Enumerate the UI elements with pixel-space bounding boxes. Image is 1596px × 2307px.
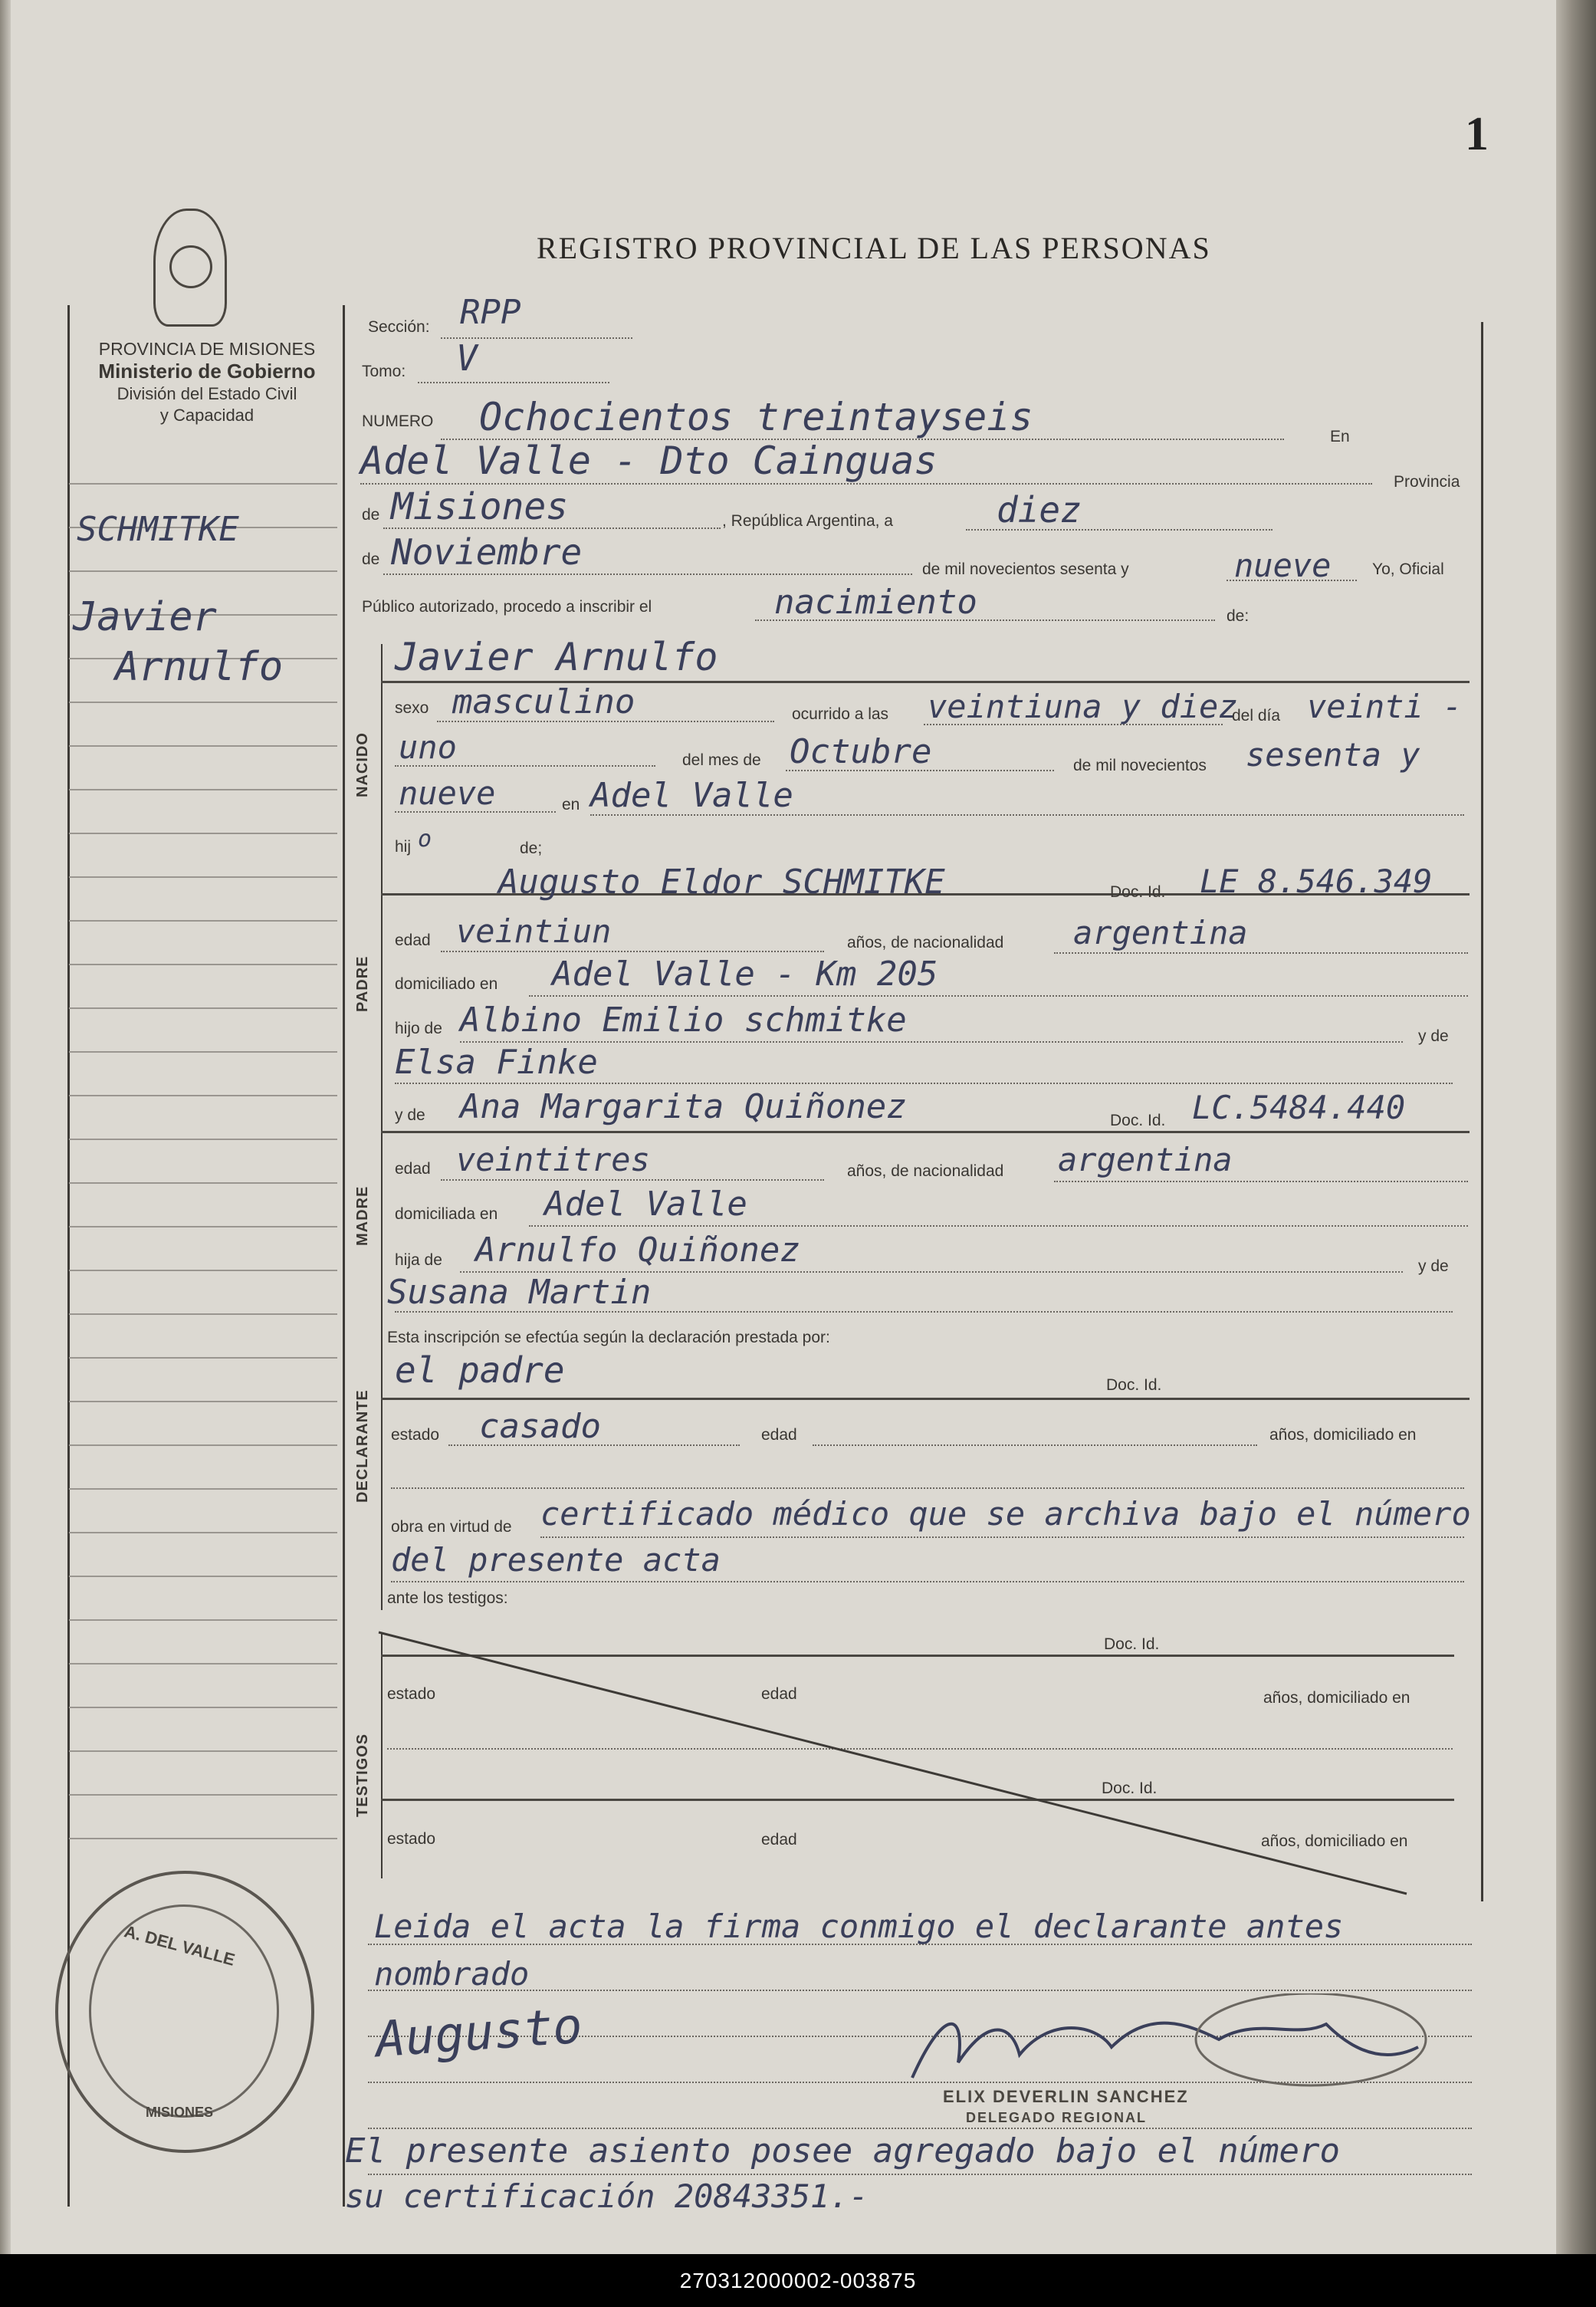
- dotline: [418, 382, 609, 383]
- province-line2: Ministerio de Gobierno: [98, 360, 316, 383]
- margin-rule: [69, 1532, 337, 1533]
- margin-rule: [69, 1663, 337, 1665]
- label-tomo: Tomo:: [362, 363, 406, 380]
- label-testigo1-anos-dom: años, domiciliado en: [1263, 1689, 1410, 1707]
- margin-rule: [69, 1619, 337, 1621]
- margin-rule: [69, 1313, 337, 1315]
- margin-rule: [69, 1488, 337, 1490]
- section-testigos: TESTIGOS: [354, 1733, 371, 1817]
- margin-surname: SCHMITKE: [77, 510, 239, 549]
- label-provincia: Provincia: [1394, 473, 1460, 491]
- label-padre-y-de: y de: [1418, 1027, 1449, 1045]
- section-divider: [381, 644, 383, 1610]
- margin-divider: [343, 305, 345, 2207]
- section-padre: PADRE: [354, 955, 371, 1012]
- margin-rule: [69, 1051, 337, 1053]
- dotline: [813, 1444, 1257, 1446]
- value-cierre1: Leida el acta la firma conmigo el declarante antes: [374, 1908, 1344, 1945]
- value-padre-hijo-de: Albino Emilio schmitke: [460, 1001, 907, 1040]
- dotline: [391, 1487, 1464, 1489]
- margin-rule: [69, 1794, 337, 1796]
- margin-rule: [69, 1838, 337, 1839]
- dotline: [383, 573, 912, 575]
- label-esta-inscripcion: Esta inscripción se efectúa según la declaración prestada por:: [387, 1329, 830, 1346]
- value-madre-y-de: Susana Martin: [387, 1273, 652, 1312]
- value-madre-hija-de: Arnulfo Quiñonez: [475, 1231, 800, 1270]
- label-madre-y-de2: y de: [1418, 1257, 1449, 1275]
- right-border: [1481, 322, 1483, 1901]
- label-testigo2-doc: Doc. Id.: [1102, 1780, 1158, 1797]
- rule: [381, 1398, 1470, 1400]
- value-obra1: certificado médico que se archiva bajo el número: [540, 1495, 1471, 1533]
- dotline: [360, 483, 1372, 485]
- label-ocurrido: ocurrido a las: [792, 705, 889, 723]
- label-yo-oficial: Yo, Oficial: [1372, 560, 1444, 578]
- province-line4: y Capacidad: [159, 406, 255, 425]
- official-stamp-role: DELEGADO REGIONAL: [966, 2110, 1148, 2125]
- value-dia-nac2: uno: [399, 728, 457, 766]
- label-mil-novecientos: de mil novecientos: [1073, 757, 1207, 774]
- label-decl-edad: edad: [761, 1426, 797, 1444]
- value-mes: Noviembre: [391, 531, 583, 573]
- margin-rule: [69, 1444, 337, 1446]
- value-madre-dom: Adel Valle: [544, 1185, 747, 1224]
- value-lugar-nac: Adel Valle: [590, 776, 793, 815]
- margin-rule: [69, 1707, 337, 1708]
- margin-rule: [69, 1357, 337, 1359]
- label-del-mes: del mes de: [682, 751, 761, 769]
- value-dia: diez: [997, 489, 1082, 531]
- margin-rule: [69, 1182, 337, 1184]
- left-margin-border: [67, 305, 70, 2207]
- official-signature-icon: [897, 1993, 1433, 2101]
- document-title: REGISTRO PROVINCIAL DE LAS PERSONAS: [537, 231, 1211, 265]
- footer-code-bar: [0, 2254, 1596, 2307]
- margin-rule: [69, 1226, 337, 1227]
- label-madre-edad: edad: [395, 1160, 431, 1178]
- label-publico: Público autorizado, procedo a inscribir el: [362, 598, 652, 616]
- value-cierre2: nombrado: [374, 1955, 530, 1993]
- margin-rule: [69, 745, 337, 747]
- official-stamp-name: ELIX DEVERLIN SANCHEZ: [943, 2087, 1189, 2106]
- margin-name2: Arnulfo: [115, 644, 284, 690]
- value-hora: veintiuna y diez: [928, 688, 1238, 725]
- label-en2: en: [562, 796, 580, 813]
- value-acto: nacimiento: [774, 583, 977, 622]
- value-anio: nueve: [1234, 547, 1332, 584]
- rule: [381, 1131, 1470, 1133]
- value-decl-estado: casado: [479, 1407, 601, 1446]
- label-en: En: [1330, 428, 1350, 445]
- value-nota2: su certificación 20843351.-: [345, 2177, 869, 2215]
- margin-rule: [69, 1401, 337, 1402]
- margin-rule: [69, 789, 337, 790]
- value-padre-dom: Adel Valle - Km 205: [552, 955, 938, 994]
- value-madre-doc: LC.5484.440: [1192, 1089, 1406, 1126]
- stamp-region: MISIONES: [146, 2105, 214, 2120]
- value-obra2: del presente acta: [391, 1541, 721, 1579]
- value-declarante: el padre: [395, 1349, 565, 1391]
- dotline: [368, 1990, 1472, 1991]
- value-nombre: Javier Arnulfo: [395, 635, 718, 679]
- label-del-dia: del día: [1232, 707, 1281, 725]
- label-madre-domiciliada: domiciliada en: [395, 1205, 498, 1223]
- value-provincia: Misiones: [391, 485, 569, 528]
- dotline: [368, 2174, 1472, 2175]
- dotline: [441, 1179, 824, 1181]
- dotline: [529, 1225, 1468, 1227]
- dotline: [441, 951, 824, 952]
- label-de2: de: [362, 550, 380, 568]
- label-madre-doc: Doc. Id.: [1110, 1112, 1166, 1129]
- label-padre-edad: edad: [395, 932, 431, 949]
- testigos-strike-line: [376, 1629, 1410, 1898]
- margin-rule: [69, 570, 337, 572]
- margin-rule: [69, 964, 337, 965]
- dotline: [1054, 1181, 1468, 1182]
- dotline: [529, 995, 1468, 997]
- province-line1: PROVINCIA DE MISIONES: [98, 339, 316, 359]
- label-padre-anos-nac: años, de nacionalidad: [847, 934, 1004, 951]
- label-decl-estado: estado: [391, 1426, 440, 1444]
- value-madre-edad: veintitres: [456, 1141, 650, 1178]
- label-testigo2-edad: edad: [761, 1831, 797, 1849]
- label-obra: obra en virtud de: [391, 1518, 512, 1536]
- dotline: [395, 1083, 1453, 1084]
- label-testigo1-edad: edad: [761, 1685, 797, 1703]
- value-hij-suffix: o: [418, 826, 432, 853]
- value-nota1: El presente asiento posee agregado bajo el número: [345, 2131, 1341, 2171]
- margin-rule: [69, 1007, 337, 1009]
- value-mes-nac: Octubre: [790, 732, 932, 771]
- label-declarante-doc: Doc. Id.: [1106, 1376, 1162, 1394]
- label-sexo: sexo: [395, 699, 429, 717]
- value-padre-nombre: Augusto Eldor SCHMITKE: [498, 863, 945, 902]
- footer-code: 270312000002-003875: [679, 2269, 917, 2292]
- label-de1: de: [362, 506, 380, 524]
- label-de3: de:: [1227, 607, 1250, 625]
- margin-rule: [69, 483, 337, 485]
- value-anio-nac: sesenta y: [1246, 736, 1420, 774]
- label-madre-hija-de: hija de: [395, 1251, 442, 1269]
- label-republica: , República Argentina, a: [722, 512, 893, 530]
- label-testigo2-estado: estado: [387, 1830, 436, 1848]
- page-edge: [1556, 0, 1596, 2254]
- dotline: [540, 1536, 1464, 1538]
- label-numero: NUMERO: [362, 412, 434, 430]
- dotline: [1054, 952, 1468, 954]
- dotline: [460, 1041, 1403, 1043]
- section-madre: MADRE: [354, 1185, 371, 1246]
- dotline: [368, 2128, 1472, 2129]
- margin-rule: [69, 1095, 337, 1096]
- margin-rule: [69, 1139, 337, 1140]
- value-tomo: V: [456, 337, 478, 379]
- section-nacido: NACIDO: [354, 732, 371, 797]
- value-sexo: masculino: [452, 682, 635, 721]
- declarant-signature: Augusto: [373, 1997, 584, 2069]
- value-dia-nac: veinti -: [1307, 688, 1463, 725]
- value-anio-nac2: nueve: [399, 774, 496, 812]
- label-de4: de;: [520, 840, 543, 857]
- stamp-place: A. DEL VALLE: [122, 1921, 238, 1970]
- label-testigo1-estado: estado: [387, 1685, 436, 1703]
- page-number: 1: [1465, 108, 1489, 160]
- label-hij: hij: [395, 838, 412, 856]
- margin-rule: [69, 876, 337, 878]
- dotline: [391, 1581, 1464, 1582]
- provincial-seal-icon: [153, 209, 227, 327]
- label-ante-testigos: ante los testigos:: [387, 1589, 508, 1607]
- margin-rule: [69, 920, 337, 922]
- province-line3: División del Estado Civil: [117, 384, 297, 403]
- label-mil-sesenta: de mil novecientos sesenta y: [922, 560, 1129, 578]
- label-madre-y-de: y de: [395, 1106, 425, 1124]
- value-padre-edad: veintiun: [456, 912, 612, 950]
- value-padre-y-de: Elsa Finke: [395, 1043, 598, 1082]
- label-padre-hijo-de: hijo de: [395, 1020, 442, 1037]
- value-seccion: RPP: [460, 293, 521, 332]
- margin-rule: [69, 702, 337, 703]
- label-decl-anos-dom: años, domiciliado en: [1269, 1426, 1417, 1444]
- value-padre-nac: argentina: [1073, 914, 1248, 951]
- label-padre-doc: Doc. Id.: [1110, 883, 1166, 901]
- margin-name1: Javier: [73, 594, 217, 640]
- book-spine: [0, 0, 11, 2254]
- margin-rule: [69, 1750, 337, 1752]
- value-madre-nombre: Ana Margarita Quiñonez: [460, 1087, 907, 1126]
- label-testigo2-anos-dom: años, domiciliado en: [1261, 1832, 1408, 1850]
- province-block: [69, 339, 345, 426]
- value-madre-nac: argentina: [1058, 1141, 1233, 1178]
- margin-rule: [69, 833, 337, 834]
- value-padre-doc: LE 8.546.349: [1200, 863, 1433, 900]
- label-seccion: Sección:: [368, 318, 430, 336]
- margin-rule: [69, 1270, 337, 1271]
- label-madre-anos-nac: años, de nacionalidad: [847, 1162, 1004, 1180]
- label-padre-domiciliado: domiciliado en: [395, 975, 498, 993]
- section-declarante: DECLARANTE: [354, 1389, 371, 1503]
- margin-rule: [69, 1576, 337, 1577]
- label-testigo1-doc: Doc. Id.: [1104, 1635, 1160, 1653]
- value-lugar: Adel Valle - Dto Cainguas: [360, 439, 938, 483]
- value-numero: Ochocientos treintayseis: [479, 395, 1033, 439]
